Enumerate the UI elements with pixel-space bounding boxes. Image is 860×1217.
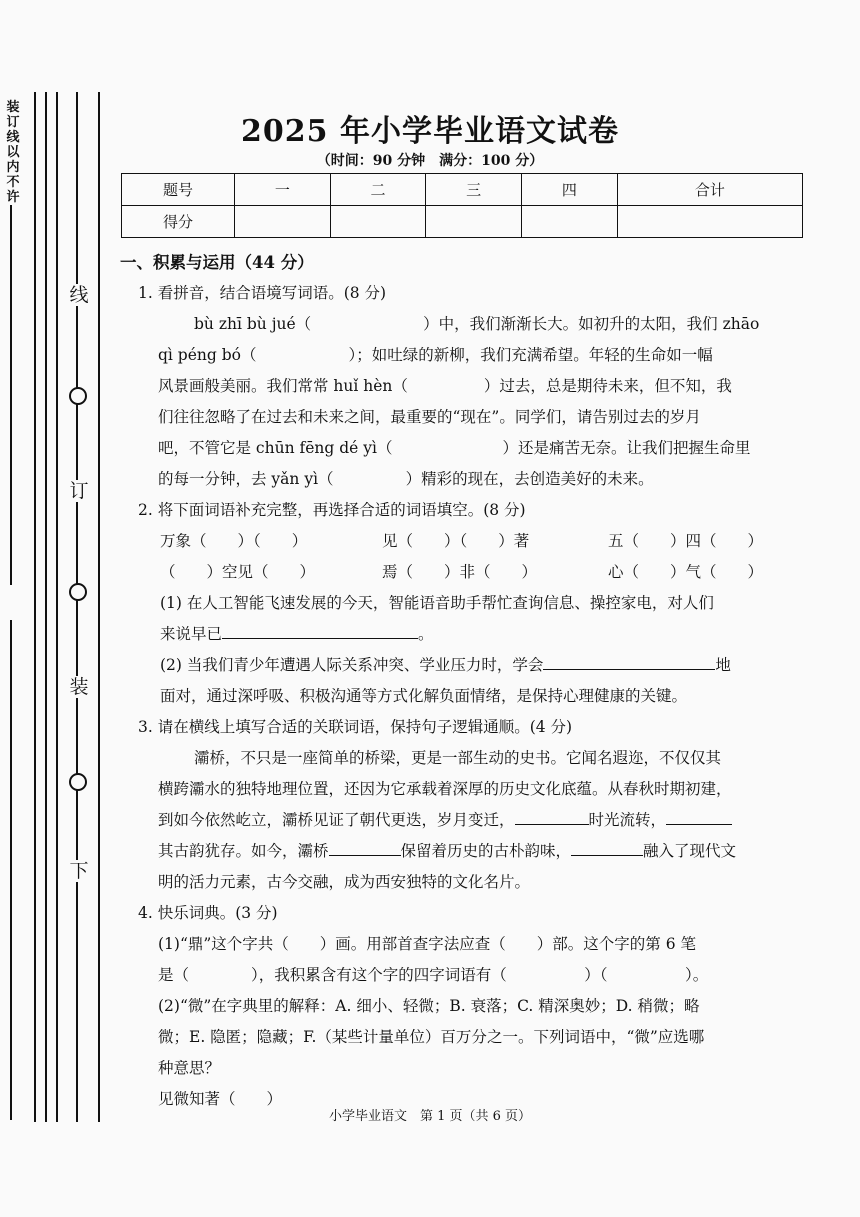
answer-line[interactable]: [666, 808, 732, 825]
table-cell: 三: [426, 174, 522, 206]
table-cell: 题号: [122, 174, 235, 206]
text: bù zhī bù jué（: [194, 315, 312, 333]
answer-line[interactable]: [329, 839, 401, 856]
binding-line: [56, 92, 58, 1122]
exam-info: （时间：90 分钟 满分：100 分）: [316, 153, 544, 169]
paragraph-line: [158, 464, 807, 495]
paragraph-line: 明的活力元素，古今交融，成为西安独特的文化名片。: [158, 873, 531, 891]
binding-line: [76, 92, 78, 1122]
answer-line[interactable]: [222, 622, 418, 639]
paragraph-line: [158, 309, 807, 340]
score-input-cell[interactable]: [330, 206, 426, 238]
exam-content: [122, 247, 807, 1115]
text: 时光流转，: [588, 811, 667, 829]
paragraph-line: 种意思？: [158, 1059, 221, 1077]
binding-ring: [69, 583, 87, 601]
margin-line: [10, 620, 12, 1120]
question-title: 1. 看拼音，结合语境写词语。(8 分): [138, 284, 387, 302]
text: (2) 当我们青少年遭遇人际关系冲突、学业压力时，学会: [160, 656, 544, 674]
answer-line[interactable]: [571, 839, 643, 856]
paragraph-line: 面对，通过深呼吸、积极沟通等方式化解负面情绪，是保持心理健康的关键。: [160, 687, 688, 705]
paragraph-line: [158, 433, 807, 464]
binding-word-xian: 线: [66, 284, 92, 306]
binding-line: [45, 92, 47, 1122]
binding-margin: [0, 0, 110, 1217]
score-input-cell[interactable]: [617, 206, 802, 238]
text: ）中，我们渐渐长大。如初升的太阳，我们 zhāo: [423, 315, 760, 333]
text: 地: [715, 656, 731, 674]
table-cell: 四: [522, 174, 618, 206]
text: 其古韵犹存。如今，灞桥: [158, 842, 329, 860]
binding-ring: [69, 773, 87, 791]
idiom-item[interactable]: 见（ ）（ ）著: [382, 532, 530, 550]
text: ）；如吐绿的新柳，我们充满希望。年轻的生命如一幅: [348, 346, 713, 364]
binding-line: [98, 92, 100, 1122]
page-title: 2025 年小学毕业语文试卷: [241, 114, 619, 149]
text: 。: [418, 625, 434, 643]
text: ）精彩的现在，去创造美好的未来。: [405, 470, 654, 488]
table-cell: 一: [235, 174, 331, 206]
paragraph-line: [160, 650, 807, 681]
margin-line: [10, 205, 12, 585]
question-title: 4. 快乐词典。(3 分): [138, 904, 278, 922]
table-cell: 二: [330, 174, 426, 206]
text: 到如今依然屹立，灞桥见证了朝代更迭，岁月变迁，: [158, 811, 515, 829]
text: 来说早已: [160, 625, 223, 643]
idiom-row: [160, 557, 807, 588]
table-row: [122, 174, 803, 206]
idiom-item[interactable]: 焉（ ）非（ ）: [382, 563, 538, 581]
paragraph-line: (1) 在人工智能飞速发展的今天，智能语音助手帮忙查询信息、操控家电，对人们: [160, 594, 714, 612]
section-title: 一、积累与运用（44 分）: [120, 253, 314, 272]
paragraph-line[interactable]: 是（ ），我积累含有这个字的四字词语有（ ）（ ）。: [158, 966, 709, 984]
answer-line[interactable]: [543, 653, 715, 670]
binding-line: [34, 92, 36, 1122]
paragraph-line: 横跨灞水的独特地理位置，还因为它承载着深厚的历史文化底蕴。从春秋时期初建，: [158, 780, 732, 798]
text: ）过去，总是期待未来，但不知，我: [483, 377, 732, 395]
idiom-row: [160, 526, 807, 557]
table-cell: 得分: [122, 206, 235, 238]
paragraph-line: 灞桥，不只是一座简单的桥梁，更是一部生动的史书。它闻名遐迩，不仅仅其: [194, 749, 722, 767]
score-input-cell[interactable]: [235, 206, 331, 238]
paragraph-line: [158, 805, 807, 836]
question-title: 3. 请在横线上填写合适的关联词语，保持句子逻辑通顺。(4 分): [138, 718, 573, 736]
binding-ring: [69, 387, 87, 405]
paragraph-line: [160, 619, 807, 650]
idiom-item[interactable]: 心（ ）气（ ）: [608, 563, 764, 581]
idiom-item[interactable]: 五（ ）四（ ）: [608, 532, 764, 550]
paragraph-line[interactable]: 见微知著（ ）: [158, 1090, 283, 1108]
paragraph-line[interactable]: (1)“鼎”这个字共（ ）画。用部首查字法应查（ ）部。这个字的第 6 笔: [158, 935, 697, 953]
text: 吧，不管它是 chūn fēng dé yì（: [158, 439, 393, 457]
paragraph-line: 微；E. 隐匿；隐藏；F.（某些计量单位）百万分之一。下列词语中，“微”应选哪: [158, 1028, 705, 1046]
text: 融入了现代文: [643, 842, 737, 860]
text: 保留着历史的古朴韵味，: [400, 842, 572, 860]
binding-word-xia: 下: [66, 860, 92, 882]
paragraph-line: [158, 836, 807, 867]
question-title: 2. 将下面词语补充完整，再选择合适的词语填空。(8 分): [138, 501, 526, 519]
idiom-item[interactable]: 万象（ ）（ ）: [160, 532, 308, 550]
idiom-item[interactable]: （ ）空见（ ）: [160, 563, 316, 581]
answer-line[interactable]: [515, 808, 589, 825]
text: ）还是痛苦无奈。让我们把握生命里: [502, 439, 751, 457]
paragraph-line: [158, 340, 807, 371]
paragraph-line: 们往往忽略了在过去和未来之间，最重要的“现在”。同学们，请告别过去的岁月: [158, 408, 701, 426]
text: qì péng bó（: [158, 346, 257, 364]
score-table: [121, 173, 803, 238]
text: 风景画般美丽。我们常常 huǐ hèn（: [158, 377, 408, 395]
text: 的每一分钟，去 yǎn yì（: [158, 470, 334, 488]
paragraph-line: [158, 371, 807, 402]
page-footer: 小学毕业语文 第 1 页（共 6 页）: [328, 1109, 532, 1124]
binding-word-ding: 订: [66, 480, 92, 502]
table-row: [122, 206, 803, 238]
paragraph-line: (2)“微”在字典里的解释：A. 细小、轻微；B. 衰落；C. 精深奥妙；D. 稍微；略: [158, 997, 700, 1015]
binding-warning: 装订线以内不许: [6, 100, 20, 205]
binding-word-zhuang: 装: [66, 676, 92, 698]
score-input-cell[interactable]: [522, 206, 618, 238]
score-input-cell[interactable]: [426, 206, 522, 238]
table-cell: 合计: [617, 174, 802, 206]
